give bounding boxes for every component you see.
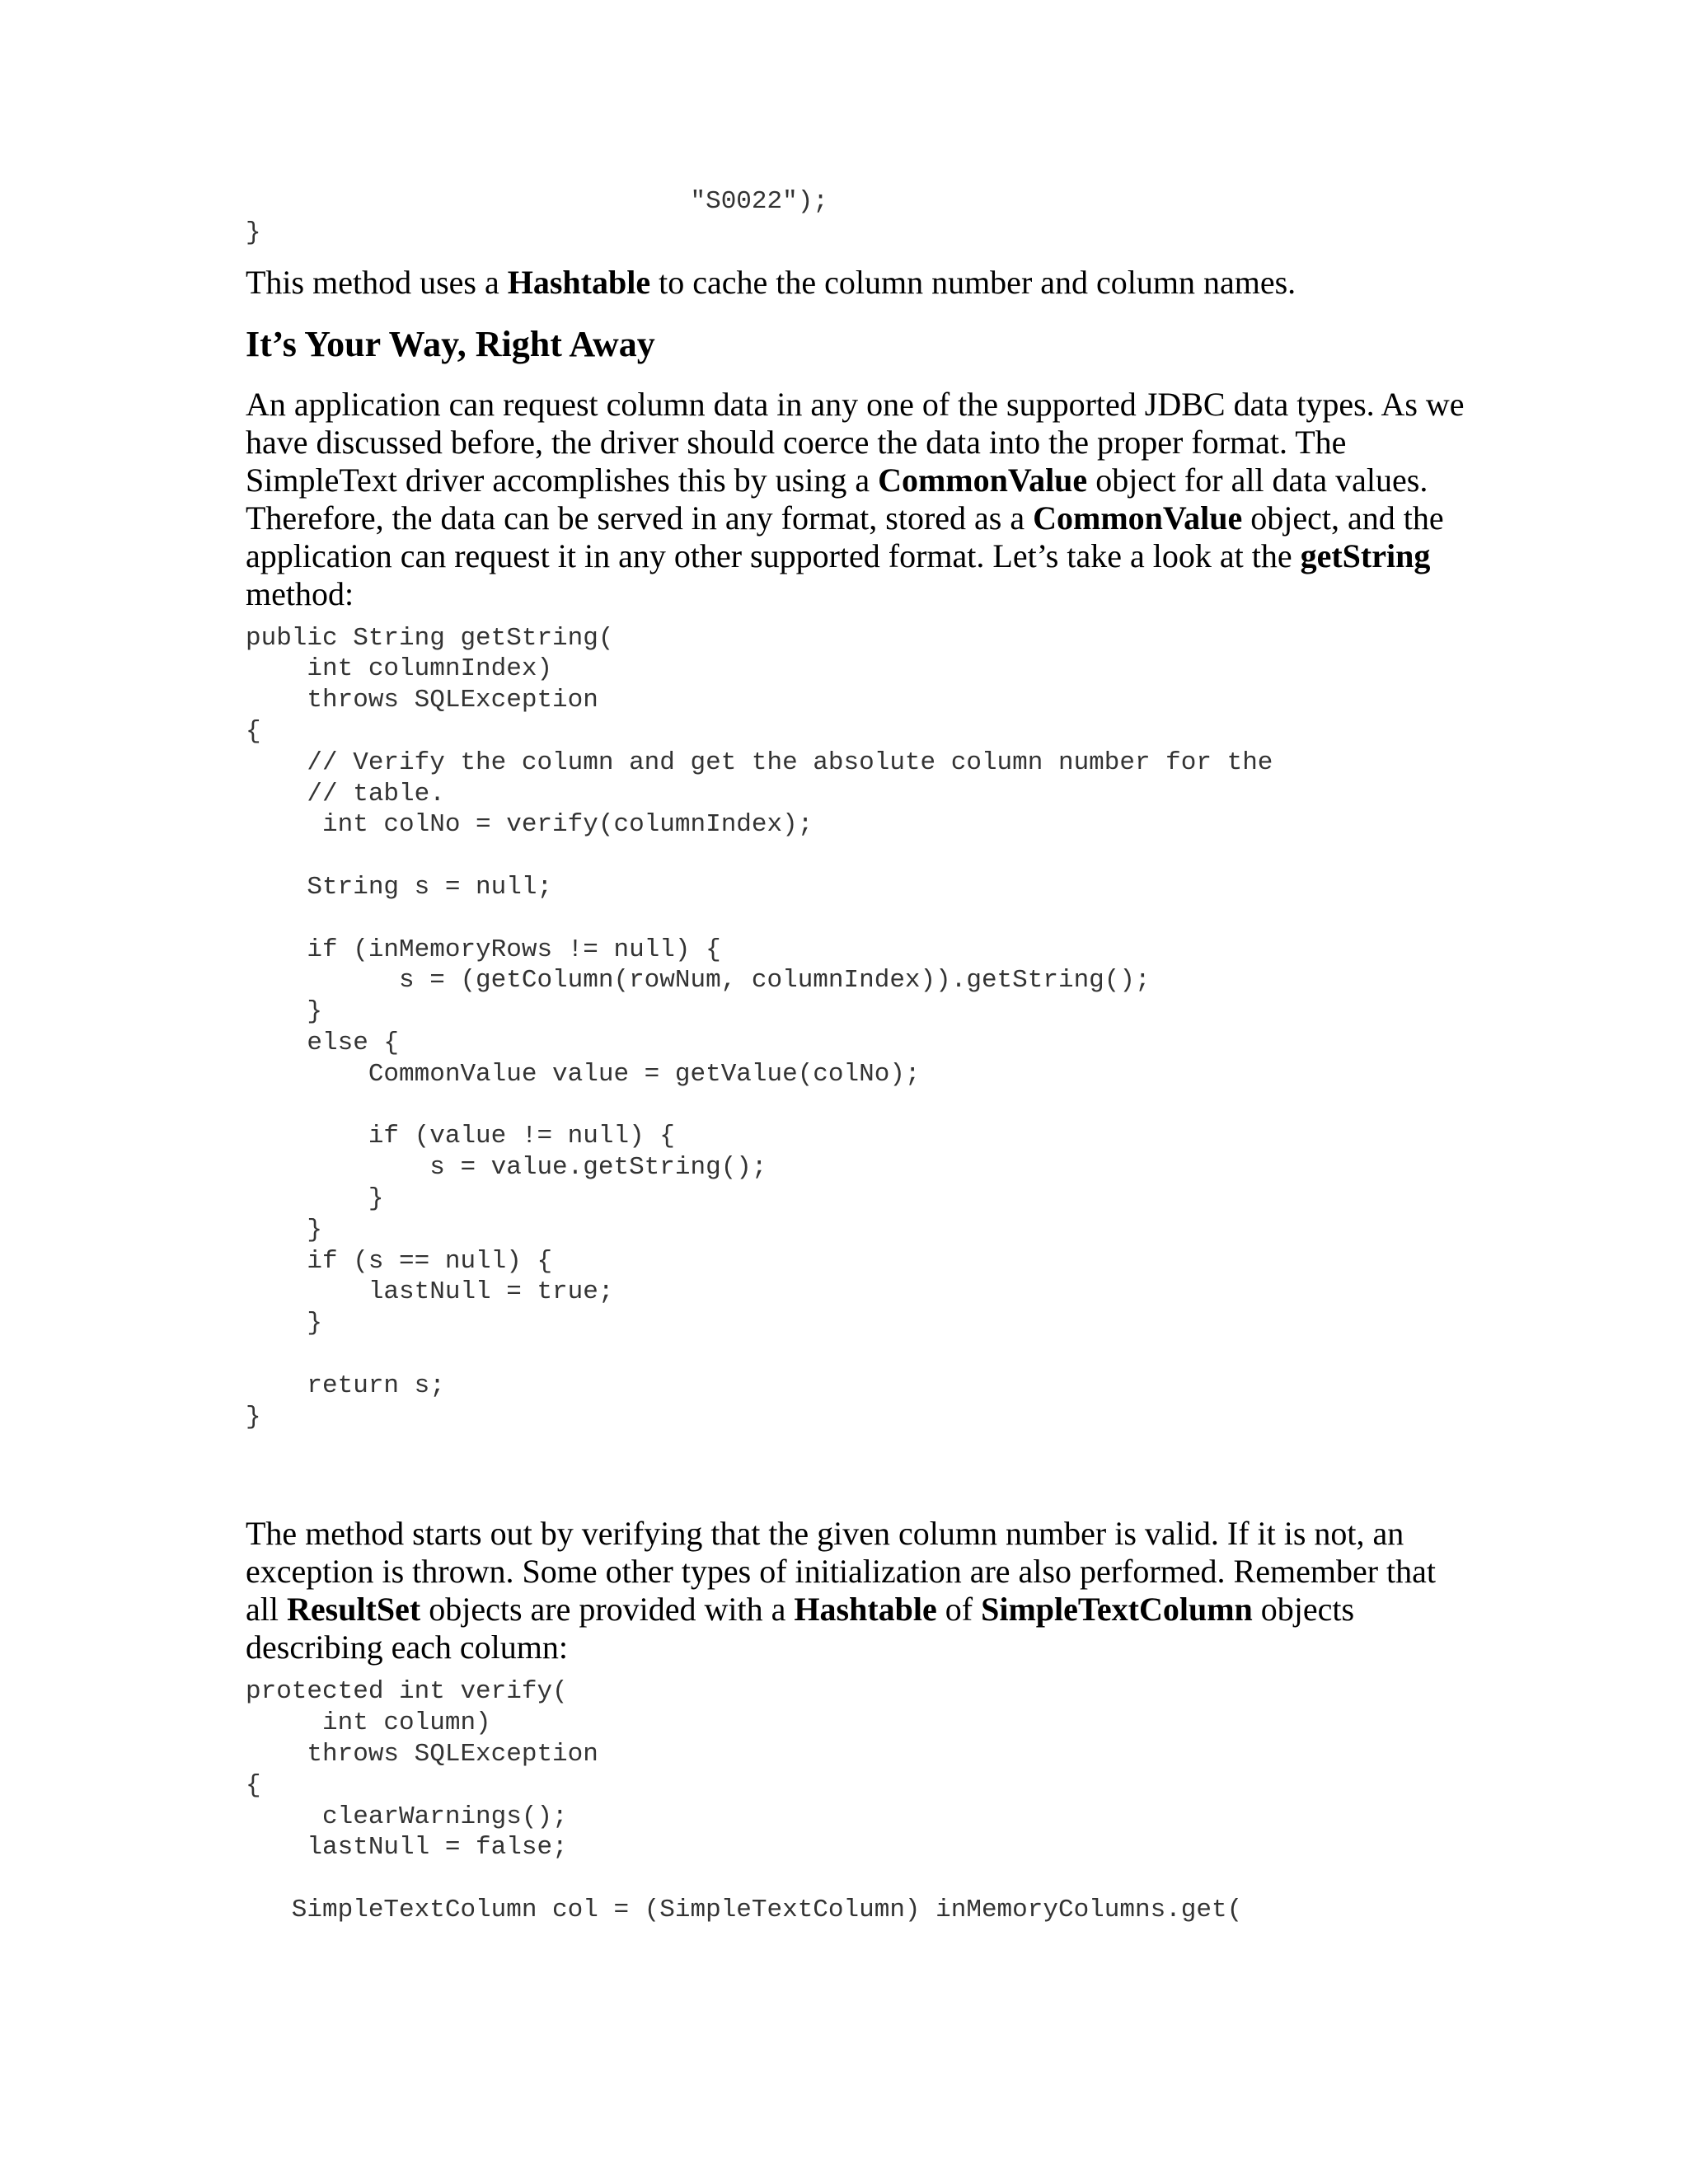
bold-term: ResultSet xyxy=(286,1591,421,1629)
text: object for all data values. Therefore, the data can be served in any format, stored as a xyxy=(246,461,1428,537)
bold-term: CommonValue xyxy=(1033,499,1243,537)
paragraph-hashtable-cache xyxy=(246,264,1465,302)
text: An application can request column data in any one of the supported JDBC data types. As we have discussed before, the driver should coerce the data into the proper format. The SimpleText driver accomplishes this by using a xyxy=(246,385,1465,499)
bold-term: Hashtable xyxy=(507,263,651,301)
paragraph-coerce-data xyxy=(246,386,1465,613)
bold-term: getString xyxy=(1300,537,1431,574)
paragraph-verify-column xyxy=(246,1515,1465,1666)
text: objects describing each column: xyxy=(246,1591,1355,1666)
text: of xyxy=(936,1591,982,1629)
bold-term: Hashtable xyxy=(794,1591,937,1629)
text: objects are provided with a xyxy=(420,1591,795,1629)
code-block-top: "S0022"); } xyxy=(246,187,828,247)
text: method: xyxy=(246,574,354,612)
section-heading: It’s Your Way, Right Away xyxy=(246,323,655,364)
text: The method starts out by verifying that the given column number is valid. If it is not, an exception is thrown. Some other types of initialization are also performed. Remember that all xyxy=(246,1515,1437,1629)
text: object, and the application can request it in any other supported format. Let’s take a look at the xyxy=(246,499,1444,574)
bold-term: CommonValue xyxy=(878,461,1088,499)
bold-term: SimpleTextColumn xyxy=(981,1591,1253,1629)
text: to cache the column number and column names. xyxy=(650,263,1296,301)
code-block-getstring: public String getString( int columnIndex) throws SQLException { // Verify the column and get the absolute column number for the // table. int colNo = verify(columnIndex); String s = null; if (inMemoryRows != null) { s = (getColumn(rowNum, columnIndex)).getString(); } else { CommonValue value = getValue(colNo); if (value != null) { s = value.getString(); } } if (s == null) { lastNull = true; } return s; } xyxy=(246,623,1273,1432)
code-block-verify: protected int verify( int column) throws SQLException { clearWarnings(); lastNull = false; SimpleTextColumn col = (SimpleTextColumn) inMemoryColumns.get( xyxy=(246,1677,1243,1924)
document-page xyxy=(246,186,1465,1926)
text: This method uses a xyxy=(246,263,508,301)
